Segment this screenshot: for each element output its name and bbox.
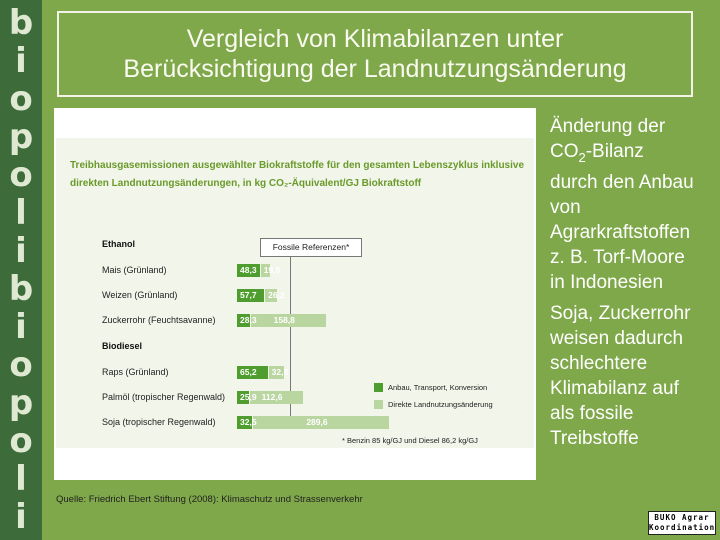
strip-letter: l: [15, 459, 27, 499]
p1-line-f: z. B. Torf-Moore: [550, 246, 685, 268]
chart-figure: [54, 108, 536, 480]
bar-label-landnutzung: 26,2: [268, 290, 285, 300]
row-label: Zuckerrohr (Feuchtsavanne): [102, 315, 216, 325]
p1-line-b-post: -Bilanz: [585, 141, 644, 162]
legend-label-landnutzung: Direkte Landnutzungsänderung: [388, 400, 493, 409]
legend-swatch-landnutzung: [374, 400, 383, 409]
bar-label-landnutzung: 19,8: [263, 265, 281, 275]
strip-letter: o: [9, 421, 33, 461]
strip-letter: p: [8, 383, 34, 423]
buko-logo-line-1: BUKO Agrar: [654, 513, 710, 522]
slide-title: [57, 11, 693, 97]
bar-label-anbau: 65,2: [240, 367, 257, 377]
bar-label-landnutzung: 112,6: [261, 392, 283, 402]
buko-logo: [648, 511, 716, 535]
strip-letter: l: [15, 193, 27, 233]
buko-logo-line-2: Koordination: [649, 523, 716, 532]
strip-letter: i: [15, 497, 27, 537]
bar-label-anbau: 28,3: [240, 315, 257, 325]
source-citation: Quelle: Friedrich Ebert Stiftung (2008): Klimaschutz und Strassenverkehr: [56, 494, 363, 505]
chart-panel: [56, 138, 534, 448]
strip-letter: b: [8, 269, 34, 309]
bar-label-anbau: 57,7: [240, 290, 257, 300]
slide-title-line-2: Berücksichtigung der Landnutzungsänderung: [123, 55, 627, 83]
strip-letter: o: [9, 155, 33, 195]
bar-label-anbau: 32,5: [240, 417, 257, 427]
chart-title-line-2: direkten Landnutzungsänderungen, in kg CO₂-Äquivalent/GJ Biokraftstoff: [70, 178, 422, 189]
p2-line-c: schlechtere: [550, 352, 648, 374]
chart-footnote: * Benzin 85 kg/GJ und Diesel 86,2 kg/GJ: [342, 436, 478, 445]
legend-swatch-anbau: [374, 383, 383, 392]
paragraph-2: [550, 301, 718, 451]
row-label: Weizen (Grünland): [102, 290, 178, 300]
p1-line-c: durch den Anbau: [550, 171, 694, 193]
p2-line-f: Treibstoffe: [550, 427, 639, 449]
strip-letter: i: [15, 231, 27, 271]
p1-line-b-pre: CO: [550, 141, 579, 162]
p1-line-g: in Indonesien: [550, 271, 664, 293]
bar-label-anbau: 48,3: [240, 265, 257, 275]
row-label: Palmöl (tropischer Regenwald): [102, 392, 226, 402]
row-label: Soja (tropischer Regenwald): [102, 417, 216, 427]
strip-letter: o: [9, 345, 33, 385]
row-label: Mais (Grünland): [102, 265, 167, 275]
p2-line-a: Soja, Zuckerrohr: [550, 302, 691, 324]
p1-line-b-sub: 2: [578, 149, 586, 165]
p2-line-d: Klimabilanz auf: [550, 377, 679, 399]
group-label-ethanol: Ethanol: [102, 239, 135, 249]
strip-letter: b: [8, 3, 34, 43]
bar-label-anbau: 25,9: [240, 392, 257, 402]
row-label: Raps (Grünland): [102, 367, 169, 377]
biopoli-side-strip: [0, 0, 42, 540]
bar-label-landnutzung: 32,8: [271, 367, 289, 377]
p2-line-e: als fossile: [550, 402, 634, 424]
fossil-reference-box: Fossile Referenzen*: [260, 238, 362, 257]
legend-label-anbau: Anbau, Transport, Konversion: [388, 383, 488, 392]
slide-title-line-1: Vergleich von Klimabilanzen unter: [186, 25, 564, 53]
strip-letter: p: [8, 117, 34, 157]
p2-line-b: weisen dadurch: [550, 327, 684, 349]
strip-letter: o: [9, 79, 33, 119]
chart-title-line-1: Treibhausgasemissionen ausgewählter Biokraftstoffe für den gesamten Lebenszyklus inklusive: [70, 160, 525, 171]
text-panel: [550, 114, 718, 457]
group-label-biodiesel: Biodiesel: [102, 341, 143, 351]
strip-letter: i: [15, 41, 27, 81]
p1-line-e: Agrarkraftstoffen: [550, 221, 691, 243]
p1-line-d: von: [550, 196, 581, 218]
bar-label-landnutzung: 158,8: [273, 315, 295, 325]
strip-letter: i: [15, 307, 27, 347]
bar-label-landnutzung: 289,6: [306, 417, 328, 427]
p1-line-a: Änderung der: [550, 116, 666, 137]
paragraph-1: [550, 114, 718, 295]
